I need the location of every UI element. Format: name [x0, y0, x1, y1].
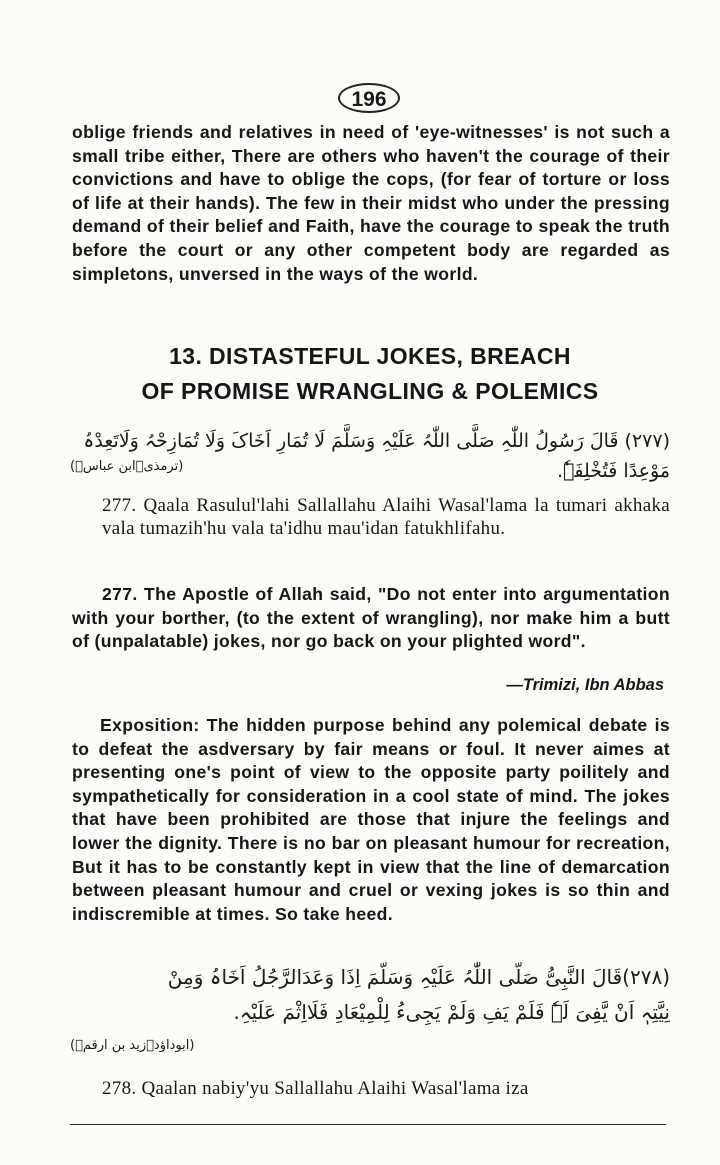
hadith-278-source-arabic: (ابوداؤد۔زید بن ارقمؓ) [70, 1038, 195, 1053]
hadith-277-arabic: (۲۷۷) قَالَ رَسُولُ اللّٰہِ صَلَّی اللّٰہُ عَلَیْہِ وَسَلَّمَ لَا تُمَارِ اَخَاکَ وَلَا تُمَازِحْہُ وَلَاتَعِدْہُ مَوْعِدًا فَتُخْلِفَہٗ. [83, 430, 670, 482]
section-heading-line-2: OF PROMISE WRANGLING & POLEMICS [141, 378, 599, 404]
page-number: 196 [338, 83, 400, 113]
opening-paragraph: oblige friends and relatives in need of 'eye-witnesses' is not such a small tribe either, There are others who haven't the courage of their convictions and have to oblige the cops, (for fear of torture or loss of life at their hands). The few in their midst who under the pressing demand of their belief and Faith, have the courage to speak the truth before the court or any other competent body are regarded as simpletons, unversed in the ways of the world. [72, 122, 670, 284]
exposition-text: The hidden purpose behind any polemical debate is to defeat the asdversary by fair means or foul. It never aimes at presenting one's point of view to the opposite party poilitely and sympathetically for consideration in a cool state of mind. The jokes that have been prohibited are those that injure the feelings and lower the dignity. There is no bar on pleasant humour for recreation, But it has to be constantly kept in view that the line of demarcation between pleasant humour and cruel or vexing jokes is so thin and indiscremible at times. So take heed. [72, 715, 670, 924]
hadith-277-source-arabic: (ترمذی۔ابن عباسؓ) [70, 459, 184, 474]
exposition-paragraph [72, 714, 670, 926]
hadith-278-arabic-line-1: (۲۷۸)قَالَ النَّبِیُّ صَلَّی اللّٰہُ عَلَیْہِ وَسَلَّمَ اِذَا وَعَدَالرَّجُلُ اَخَاہُ وَمِنْ [167, 965, 670, 989]
section-heading-line-1: 13. DISTASTEFUL JOKES, BREACH [169, 343, 571, 369]
footer-rule [70, 1124, 666, 1125]
hadith-277-transliteration: 277. Qaala Rasulul'lahi Sallallahu Alaihi Wasal'lama la tumari akhaka vala tumazih'hu vala ta'idhu mau'idan fatukhlifahu. [102, 495, 670, 539]
hadith-278-arabic-line-2: نِیَّتِہٖ اَنْ یَّفِیَ لَہٗ فَلَمْ یَفِ وَلَمْ یَجِیءُ لِلْمِیْعَادِ فَلَااِثْمَ عَلَیْہِ. [233, 1000, 670, 1024]
hadith-277-translation: 277. The Apostle of Allah said, "Do not enter into argumentation with your borther, (to the extent of wrangling), nor make him a butt of (unpalatable) jokes, nor go back on your plighted word". [72, 584, 670, 652]
hadith-278-transliteration: 278. Qaalan nabiy'yu Sallallahu Alaihi Wasal'lama iza [102, 1078, 529, 1099]
exposition-label: Exposition: [100, 715, 200, 735]
hadith-277-reference: —Trimizi, Ibn Abbas [506, 676, 664, 694]
